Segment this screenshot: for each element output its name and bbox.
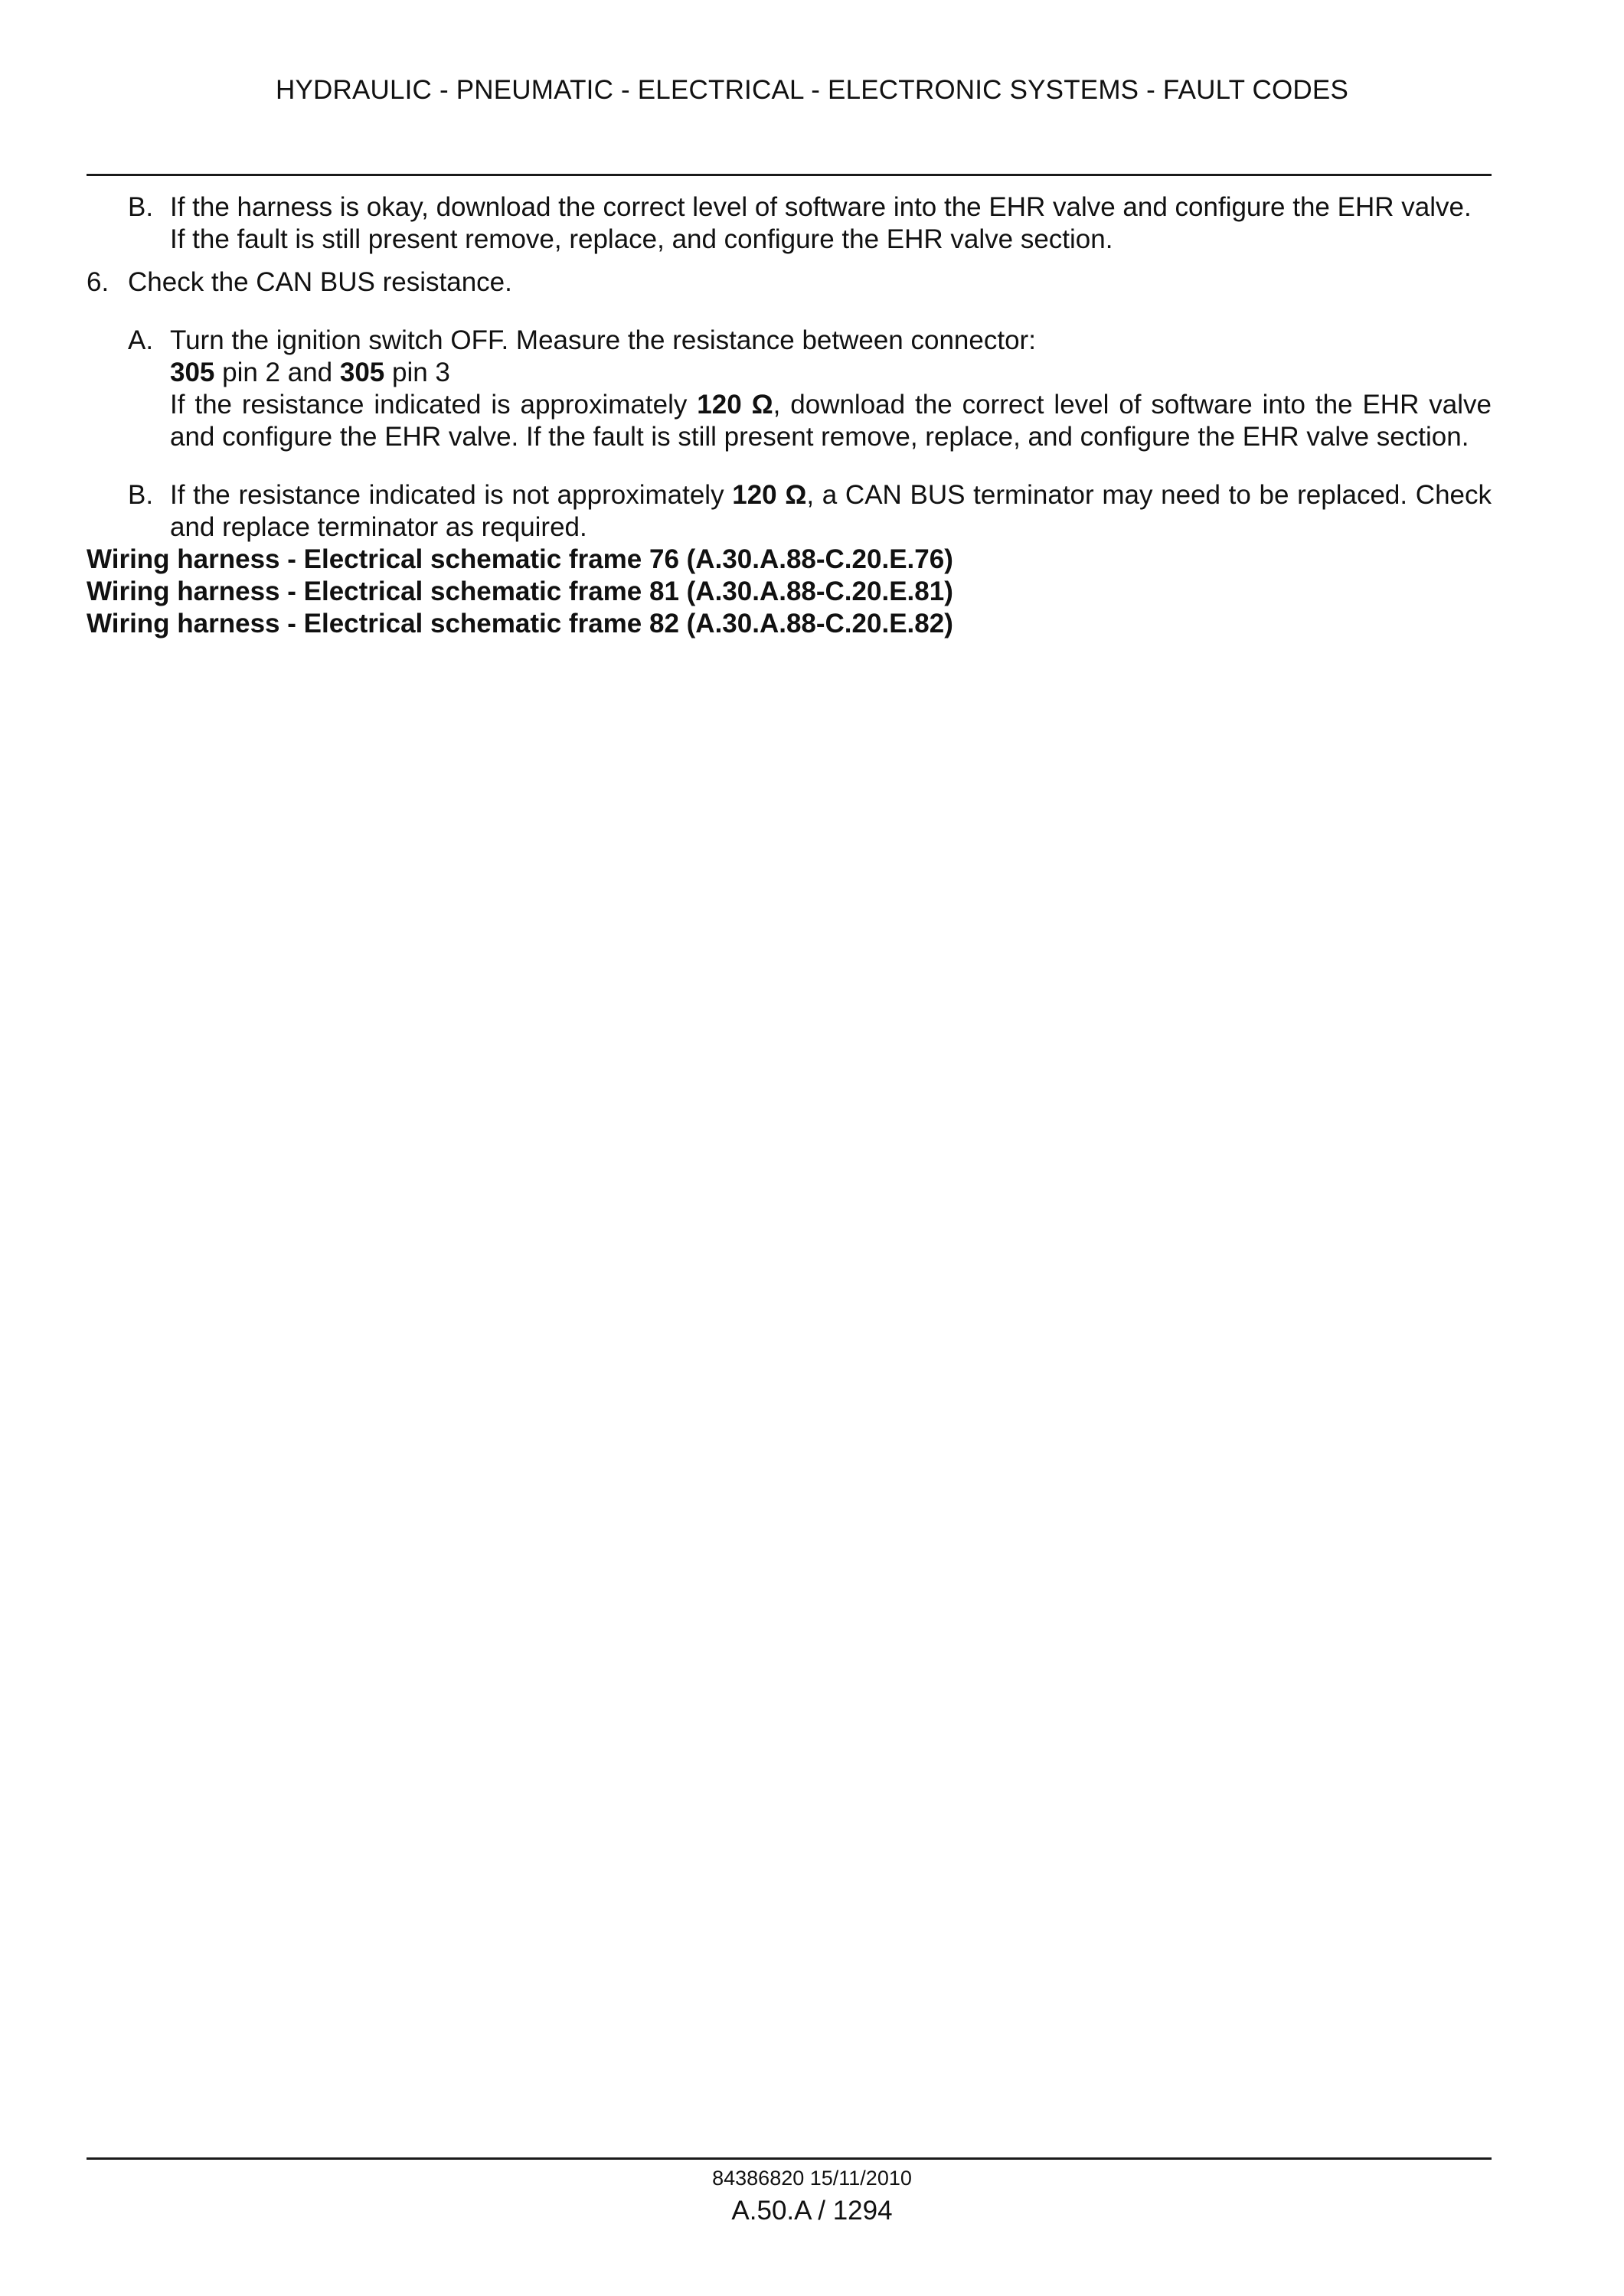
page-header-title: HYDRAULIC - PNEUMATIC - ELECTRICAL - ELECTRONIC SYSTEMS - FAULT CODES [275, 75, 1349, 105]
step-item-b-terminator [87, 479, 1492, 544]
item-line: If the fault is still present remove, replace, and configure the EHR valve section. [170, 224, 1113, 254]
step-item-b-harness [87, 191, 1492, 256]
item-marker: B. [128, 192, 154, 222]
step-number: 6. [87, 267, 109, 297]
item-text [170, 479, 1492, 544]
item-text [170, 325, 1492, 453]
header-divider [87, 174, 1492, 176]
reference-link-frame-81[interactable]: Wiring harness - Electrical schematic frame 81 (A.30.A.88-C.20.E.81) [87, 576, 953, 606]
pin-text: pin 3 [384, 358, 450, 387]
item-line: If the harness is okay, download the correct level of software into the EHR valve and configure the EHR valve. [170, 192, 1472, 222]
step-text: Check the CAN BUS resistance. [128, 267, 512, 297]
footer-page-number: A.50.A / 1294 [731, 2196, 893, 2226]
connector-number: 305 [170, 358, 215, 387]
connector-number: 305 [339, 358, 385, 387]
item-marker: B. [128, 480, 154, 510]
instruction-text: , download the correct level of software into the EHR valve and configure the EHR valve. If the fault is still present remove, replace, and configure the EHR valve section. [170, 390, 1492, 452]
instruction-text: , a CAN BUS terminator may need to be replaced. Check and replace terminator as required. [170, 480, 1492, 542]
instruction-text: If the resistance indicated is approximately [170, 390, 698, 420]
item-text [170, 191, 1492, 256]
document-body [87, 191, 1492, 640]
instruction-text: If the resistance indicated is not approximately [170, 480, 733, 510]
connector-pins-line [170, 357, 1492, 389]
step-6 [87, 266, 1492, 299]
pin-text: pin 2 and [214, 358, 340, 387]
reference-link-frame-76[interactable]: Wiring harness - Electrical schematic frame 76 (A.30.A.88-C.20.E.76) [87, 544, 953, 574]
item-line: Turn the ignition switch OFF. Measure the resistance between connector: [170, 325, 1036, 355]
footer-divider [87, 2157, 1492, 2160]
reference-link-frame-82[interactable]: Wiring harness - Electrical schematic frame 82 (A.30.A.88-C.20.E.82) [87, 609, 953, 639]
step-item-a-measure [87, 325, 1492, 453]
item-marker: A. [128, 325, 154, 355]
resistance-instruction [170, 389, 1492, 453]
resistance-value: 120 Ω [732, 480, 807, 510]
reference-links [87, 544, 1492, 640]
resistance-value: 120 Ω [697, 390, 773, 420]
footer-document-info: 84386820 15/11/2010 [712, 2167, 912, 2190]
